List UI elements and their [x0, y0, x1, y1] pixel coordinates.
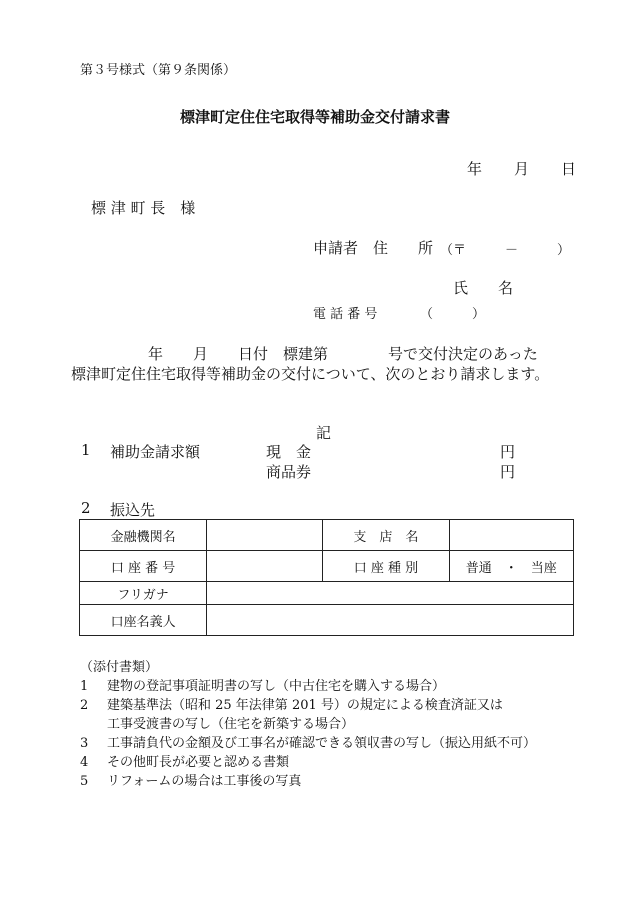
- voucher-label: 商品券: [266, 463, 312, 481]
- cash-unit: 円: [500, 443, 516, 461]
- attachments-section: [80, 658, 536, 791]
- address-label: 住 所: [373, 239, 434, 257]
- account-holder-field[interactable]: [207, 605, 574, 636]
- postal-code: （〒 － ）: [440, 243, 571, 258]
- attachment-number: 2: [80, 698, 89, 713]
- attachment-number: 4: [80, 755, 89, 770]
- phone-label: 電 話 番 号: [313, 307, 378, 322]
- bank-account-table: [79, 519, 574, 636]
- attachment-text: その他町長が必要と認める書類: [107, 755, 290, 770]
- date-month: 月: [514, 160, 530, 178]
- recipient: 標 津 町 長 様: [91, 199, 196, 217]
- attachment-text: リフォームの場合は工事後の写真: [107, 774, 302, 789]
- item1-label: 補助金請求額: [110, 443, 201, 461]
- account-number-label: 口 座 番 号: [80, 551, 207, 582]
- voucher-unit: 円: [500, 463, 516, 481]
- attachments-heading: （添付書類）: [80, 660, 159, 675]
- document-title: 標津町定住住宅取得等補助金交付請求書: [179, 108, 450, 126]
- attachment-item: [80, 734, 536, 753]
- body-line-1: 年 月 日付 標建第 号で交付決定のあった: [148, 345, 538, 363]
- ki-mark: 記: [316, 424, 332, 442]
- account-number-field[interactable]: [207, 551, 323, 582]
- item2-label: 振込先: [110, 501, 156, 519]
- institution-field[interactable]: [207, 520, 323, 551]
- attachment-item: [80, 677, 536, 696]
- attachment-item: [80, 772, 536, 791]
- account-type-label: 口 座 種 別: [323, 551, 449, 582]
- attachment-text: 工事受渡書の写し（住宅を新築する場合）: [107, 717, 355, 732]
- name-label: 氏 名: [453, 279, 514, 297]
- account-holder-label: 口座名義人: [80, 605, 207, 636]
- attachment-item: [80, 753, 536, 772]
- branch-field[interactable]: [449, 520, 573, 551]
- date-year: 年: [467, 160, 483, 178]
- attachment-text: 建物の登記事項証明書の写し（中古住宅を購入する場合）: [107, 679, 446, 694]
- form-number: 第３号様式（第９条関係）: [80, 63, 237, 78]
- cash-label: 現 金: [266, 443, 312, 461]
- date-day: 日: [561, 160, 577, 178]
- item1-number: 1: [81, 441, 91, 459]
- branch-label: 支 店 名: [323, 520, 449, 551]
- item2-number: 2: [81, 499, 91, 517]
- attachment-text: 建築基準法（昭和 25 年法律第 201 号）の規定による検査済証又は: [107, 698, 503, 713]
- attachment-text: 工事請負代の金額及び工事名が確認できる領収書の写し（振込用紙不可）: [107, 736, 537, 751]
- account-type-options[interactable]: 普通 ・ 当座: [449, 551, 573, 582]
- institution-label: 金融機関名: [80, 520, 207, 551]
- attachment-item: [80, 715, 536, 734]
- body-line-2: 標津町定住住宅取得等補助金の交付について、次のとおり請求します。: [71, 365, 550, 383]
- attachment-item: [80, 696, 536, 715]
- attachment-number: 3: [80, 736, 89, 751]
- furigana-field[interactable]: [207, 582, 574, 605]
- furigana-label: フリガナ: [80, 582, 207, 605]
- phone-paren: （ ）: [420, 307, 486, 322]
- attachment-number: 5: [80, 774, 89, 789]
- attachment-number: 1: [80, 679, 89, 694]
- applicant-label: 申請者: [313, 239, 359, 257]
